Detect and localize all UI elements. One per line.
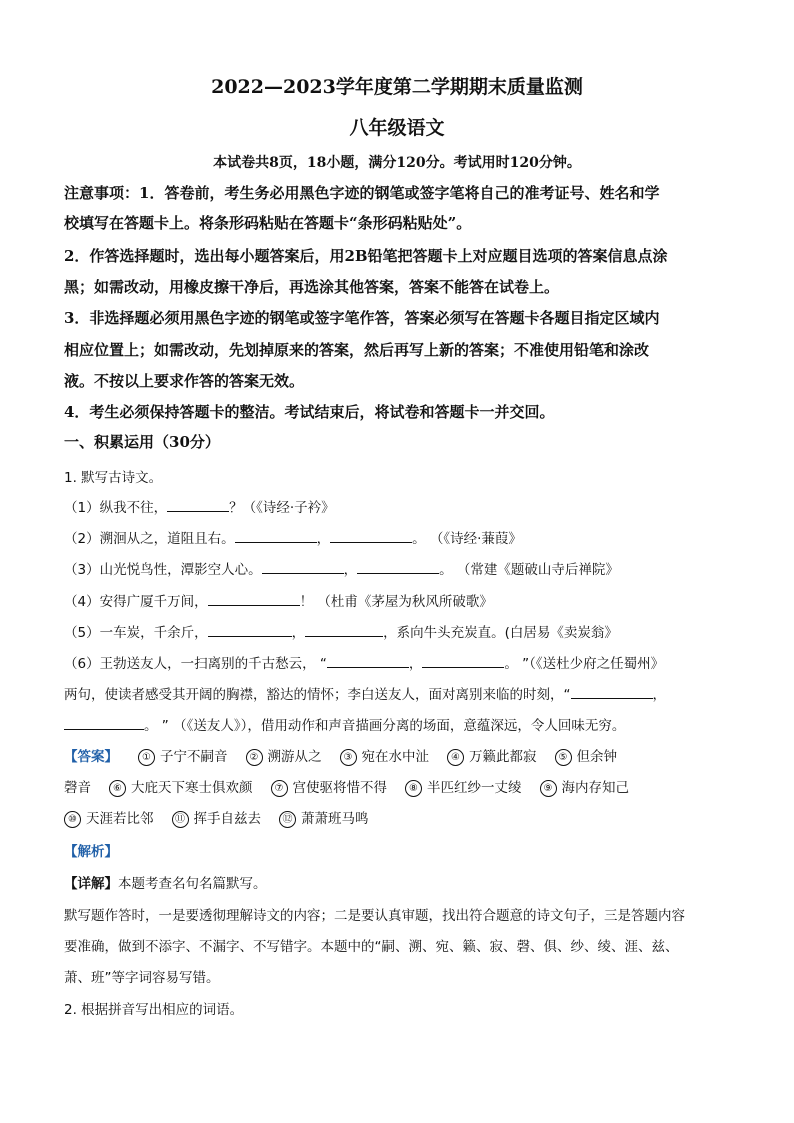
notice-line-2: 校填写在答题卡上。将条形码粘贴在答题卡“条形码粘贴处”。 <box>64 214 472 232</box>
answer-blank[interactable] <box>422 653 504 668</box>
answer-blank[interactable] <box>208 622 292 637</box>
answer-blank[interactable] <box>327 653 409 668</box>
answer-blank[interactable] <box>208 591 300 606</box>
answer-line-1: 【答案】 ① 子宁不嗣音 ② 溯游从之 ③ 宛在水中沚 ④ 万籁此都寂 ⑤ 但余钟 <box>64 749 617 765</box>
notice-line-3: 2．作答选择题时，选出每小题答案后，用2B铅笔把答题卡上对应题目选项的答案信息点涂 <box>64 247 668 265</box>
exam-title: 2022—2023学年度第二学期期末质量监测 <box>211 76 583 98</box>
notice-line-1: 注意事项：1．答卷前，考生务必用黑色字迹的钢笔或签字笔将自己的准考证号、姓名和学 <box>64 184 660 202</box>
question-1-item-2: （2）溯洄从之，道阻且右。 ， 。 （《诗经·蒹葭》 <box>64 527 522 547</box>
section-heading: 一、积累运用（30分） <box>64 433 220 451</box>
analysis-paragraph-2: 要准确，做到不添字、不漏字、不写错字。本题中的“嗣、溯、宛、籁、寂、磬、俱、纱、绫、涯、兹、 <box>64 939 679 955</box>
analysis-paragraph-3: 萧、班”等字词容易写错。 <box>64 970 220 986</box>
question-1-item-6-end: 。 ” （《送友人》），借用动作和声音描画分离的场面，意蕴深远，令人回味无穷。 <box>64 714 625 734</box>
question-1-item-6-cont: 两句，使读者感受其开阔的胸襟，豁达的情怀；李白送友人，面对离别来临的时刻，“ ， <box>64 683 666 703</box>
answer-blank[interactable] <box>64 715 144 730</box>
notice-label: 注意事项： <box>64 184 140 202</box>
question-1-stem: 1. 默写古诗文。 <box>64 470 163 486</box>
question-1-item-5: （5）一车炭，千余斤， ， ，系向牛头充炭直。(白居易《卖炭翁》 <box>64 621 618 641</box>
question-1-item-4: （4）安得广厦千万间， ！ （杜甫《茅屋为秋风所破歌》 <box>64 590 493 610</box>
question-1-item-6: （6）王勃送友人，一扫离别的千古愁云， “ ， 。 ”（《送杜少府之任蜀州》 <box>64 652 664 672</box>
notice-line-7: 液。不按以上要求作答的答案无效。 <box>64 372 305 390</box>
notice-line-6: 相应位置上；如需改动，先划掉原来的答案，然后再写上新的答案；不准使用铅笔和涂改 <box>64 341 650 359</box>
analysis-detail: 【详解】本题考查名句名篇默写。 <box>64 876 267 892</box>
exam-info: 本试卷共8页，18小题，满分120分。考试用时120分钟。 <box>213 155 581 171</box>
notice-line-5: 3．非选择题必须用黑色字迹的钢笔或签字笔作答，答案必须写在答题卡各题目指定区域内 <box>64 309 660 327</box>
notice-line-8: 4．考生必须保持答题卡的整洁。考试结束后，将试卷和答题卡一并交回。 <box>64 403 555 421</box>
answer-blank[interactable] <box>357 559 439 574</box>
analysis-label: 【解析】 <box>64 844 118 860</box>
answer-blank[interactable] <box>330 528 412 543</box>
question-1-item-1: （1）纵我不往， ？（《诗经·子衿》 <box>64 496 335 516</box>
answer-label: 【答案】 <box>64 749 118 765</box>
answer-blank[interactable] <box>235 528 317 543</box>
answer-blank[interactable] <box>167 497 229 512</box>
answer-line-2: 磬音 ⑥ 大庇天下寒士俱欢颜 ⑦ 宫使驱将惜不得 ⑧ 半匹红纱一丈绫 ⑨ 海内存知己 <box>64 780 629 796</box>
answer-blank[interactable] <box>262 559 344 574</box>
notice-line-4: 黑；如需改动，用橡皮擦干净后，再选涂其他答案，答案不能答在试卷上。 <box>64 278 560 296</box>
answer-blank[interactable] <box>571 684 653 699</box>
question-1-item-3: （3）山光悦鸟性，潭影空人心。 ， 。 （常建《题破山寺后禅院》 <box>64 558 619 578</box>
exam-subject: 八年级语文 <box>349 117 445 139</box>
answer-blank[interactable] <box>305 622 383 637</box>
answer-line-3: ⑩ 天涯若比邻 ⑪ 挥手自兹去 ⑫ 萧萧班马鸣 <box>64 807 373 828</box>
analysis-paragraph-1: 默写题作答时，一是要透彻理解诗文的内容；二是要认真审题，找出符合题意的诗文句子，三是答题内容 <box>64 908 685 924</box>
question-2-stem: 2. 根据拼音写出相应的词语。 <box>64 1002 244 1018</box>
